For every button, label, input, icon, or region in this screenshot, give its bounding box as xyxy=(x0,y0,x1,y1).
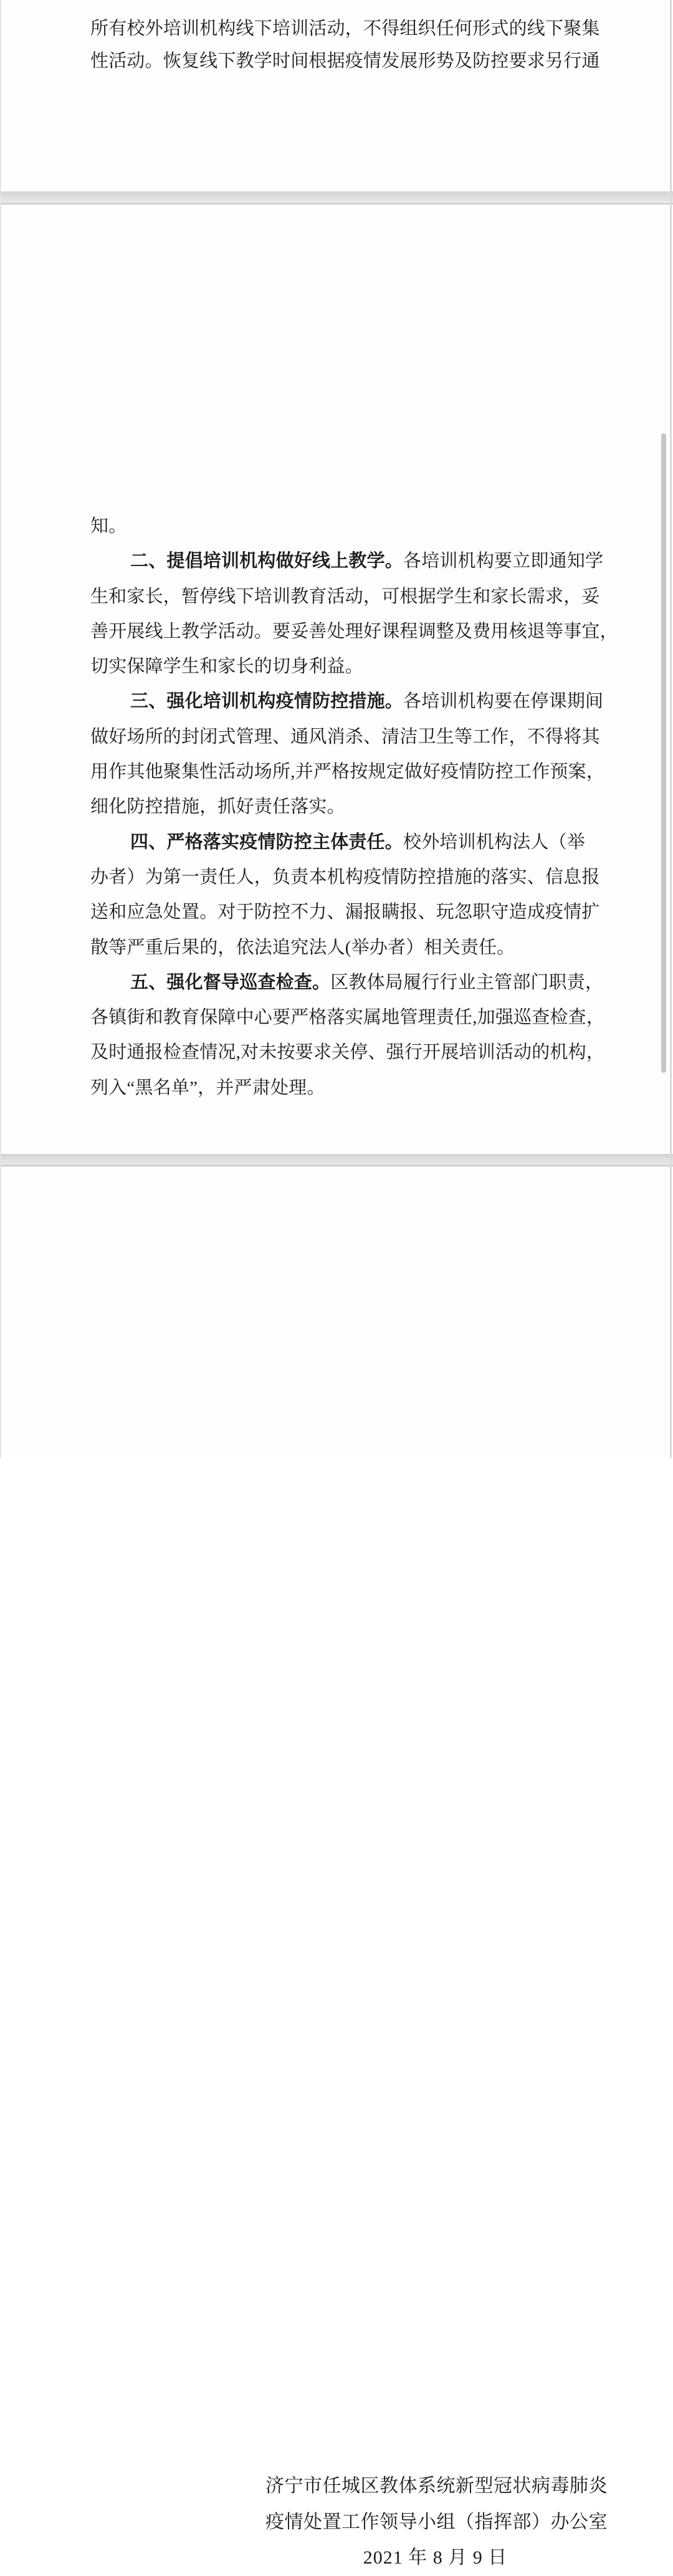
page-1 xyxy=(0,0,673,191)
text-line xyxy=(90,895,618,930)
paragraph-text: 送和应急处置。对于防控不力、漏报瞒报、玩忽职守造成疫情扩 xyxy=(90,902,600,923)
paragraph-text: 各培训机构要在停课期间 xyxy=(403,691,604,712)
paragraph-text: 列入“黑名单”，并严肃处理。 xyxy=(90,1077,325,1098)
paragraph-text: 善开展线上教学活动。要妥善处理好课程调整及费用核退等事宜， xyxy=(90,621,618,642)
page-right-edge-line xyxy=(670,0,672,1458)
text-line xyxy=(90,930,618,965)
signature-date: 2021 年 8 月 9 日 xyxy=(363,2547,508,2568)
signature-block xyxy=(265,2468,608,2576)
text-line xyxy=(90,719,618,754)
page-left-edge-line xyxy=(0,0,1,1458)
paragraph-text: 各镇街和教育保障中心要严格落实属地管理责任,加强巡查检查， xyxy=(90,1007,605,1028)
page-3 xyxy=(0,1166,673,2568)
text-line xyxy=(90,860,618,895)
paragraph-text: 性活动。恢复线下教学时间根据疫情发展形势及防控要求另行通 xyxy=(90,51,600,71)
paragraph-text: 散等严重后果的，依法追究法人(举办者）相关责任。 xyxy=(90,937,515,958)
paragraph-text: 及时通报检查情况,对未按要求关停、强行开展培训活动的机构， xyxy=(90,1042,605,1063)
page-1-text xyxy=(90,12,600,77)
text-line xyxy=(90,1000,618,1035)
text-line xyxy=(90,579,618,614)
text-line xyxy=(90,684,618,719)
paragraph-text: 办者）为第一责任人，负责本机构疫情防控措施的落实、信息报 xyxy=(90,867,600,887)
text-line xyxy=(90,509,618,544)
text-line xyxy=(90,754,618,789)
page-separator-1 xyxy=(0,191,673,204)
signature-org-line-2: 疫情处置工作领导小组（指挥部）办公室 xyxy=(265,2511,608,2532)
paragraph-text: 各培训机构要立即通知学 xyxy=(403,551,604,572)
paragraph-heading: 二、提倡培训机构做好线上教学。 xyxy=(130,551,404,572)
paragraph-heading: 三、强化培训机构疫情防控措施。 xyxy=(130,691,404,712)
paragraph-text: 用作其他聚集性活动场所,并严格按规定做好疫情防控工作预案， xyxy=(90,762,605,782)
text-line xyxy=(90,45,600,77)
page-separator-2 xyxy=(0,1154,673,1166)
signature-org-line-1: 济宁市任城区教体系统新型冠状病毒肺炎 xyxy=(265,2476,608,2496)
paragraph-text: 所有校外培训机构线下培训活动，不得组织任何形式的线下聚集 xyxy=(90,19,600,39)
paragraph-text: 生和家长，暂停线下培训教育活动，可根据学生和家长需求，妥 xyxy=(90,586,600,607)
text-line xyxy=(90,649,618,684)
paragraph-text: 知。 xyxy=(90,516,127,536)
text-line xyxy=(90,1070,618,1105)
text-line xyxy=(90,789,618,824)
page-2 xyxy=(0,204,673,1154)
text-line xyxy=(90,544,618,579)
paragraph-text: 区教体局履行行业主管部门职责， xyxy=(330,972,604,992)
paragraph-text: 切实保障学生和家长的切身利益。 xyxy=(90,656,364,677)
text-line xyxy=(90,614,618,649)
paragraph-text: 做好场所的封闭式管理、通风消杀、清洁卫生等工作，不得将其 xyxy=(90,726,600,747)
text-line xyxy=(90,12,600,45)
text-line xyxy=(90,965,618,1000)
text-line xyxy=(90,1035,618,1070)
paragraph-text: 细化防控措施，抓好责任落实。 xyxy=(90,797,345,817)
paragraph-text: 校外培训机构法人（举 xyxy=(403,832,586,852)
vertical-scrollbar-thumb[interactable] xyxy=(661,433,666,1073)
paragraph-heading: 五、强化督导巡查检查。 xyxy=(130,972,331,992)
page-2-text xyxy=(90,509,618,1105)
paragraph-heading: 四、严格落实疫情防控主体责任。 xyxy=(130,832,404,852)
text-line xyxy=(90,825,618,860)
